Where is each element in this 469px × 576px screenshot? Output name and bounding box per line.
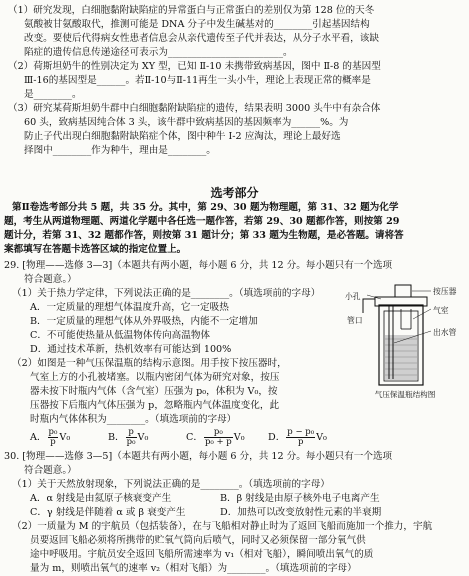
q29-formula-b: B． $\frac{p}{\text{p₀}}$ V₀ xyxy=(108,427,149,447)
instructions-line: 第Ⅱ卷选考部分共 5 题，共 35 分。其中，第 29、30 题为物理题，第 31、32 题为化学 xyxy=(12,202,399,213)
text-line: （3）研究某荷斯坦奶牛群中白细胞黏附缺陷症的遗传，结果表明 3000 头牛中有杂合体 xyxy=(8,103,381,114)
q30-option-d: D．加热可以改变放射性元素的半衰期 xyxy=(220,507,382,518)
q30-option-b: B．β 射线是由原子核外电子电离产生 xyxy=(220,493,380,504)
q29-option-b: B．一定质量的理想气体从外界吸热，内能不一定增加 xyxy=(30,316,258,327)
text-line: （2）荷斯坦奶牛的性别决定为 XY 型，已知 Ⅱ-10 未携带致病基因，图中 Ⅱ-8 的基因型 xyxy=(8,61,381,72)
q30-sub2: 途中呼吸用。宇航员安全返回飞船所需速率为 v₁（相对飞船），瞬间喷出氧气的质 xyxy=(30,549,374,560)
q30-sub2: 员要返回飞船必须将所携带的贮氧气筒向后喷气，同时又必须保留一部分氧气供 xyxy=(30,535,366,546)
q30-sub2: （2）一质量为 M 的宇航员（包括装备），在与飞船相对静止时为了返回飞船而施加一个推力，宇航 xyxy=(12,521,433,532)
q29-formula-c: C． $\frac{\text{p₀}}{\text{p₀ + p}}$ V₀ xyxy=(186,427,245,447)
q30-sub2: 量为 m，则喷出氧气的速率 v₂（相对飞船）为________。（填选项前的字母） xyxy=(30,563,357,574)
q29-option-d: D．通过技术革新，热机效率有可能达到 100% xyxy=(30,344,232,355)
q29-sub2: 时瓶内气体体积为________。（填选项前的字母） xyxy=(30,414,237,425)
text-line: 择图中________作为种牛，理由是________。 xyxy=(24,145,216,156)
question-29-header-2: 符合题意。） xyxy=(24,274,77,285)
instructions-line: 题，考生从两道物理题、两道化学题中各任选一题作答，若第 29、30 题都作答，则按第 29 xyxy=(4,216,400,227)
q29-sub2: 气室上方的小孔被堵塞。以瓶内密闭气体为研究对象，按压 xyxy=(30,372,280,383)
label-press: 按压器 xyxy=(433,287,457,296)
text-line: Ⅲ-16的基因型是______。若Ⅱ-10与Ⅱ-11再生一头小牛，理论上表现正常的概率是 xyxy=(24,75,371,86)
q29-formula-d: D． $\frac{\text{p − p₀}}{p}$ V₀ xyxy=(268,427,327,447)
label-outlet: 出水管 xyxy=(433,328,457,337)
text-line: （1）研究发现，白细胞黏附缺陷症的异常蛋白与正常蛋白的差别仅为第 128 位的天冬 xyxy=(8,5,375,16)
label-hole: 小孔 xyxy=(345,292,361,301)
q29-sub1: （1）关于热力学定律，下列说法正确的是________。（填选项前的字母） xyxy=(12,288,321,299)
label-chamber: 气室 xyxy=(433,306,449,315)
instructions-line: 题计分，若第 31、32 题都作答，则按第 31 题计分；第 33 题为生物题，是必答题。请将答 xyxy=(4,230,404,241)
question-29-header: 29. [物理——选修 3—3]（本题共有两小题，每小题 6 分，共 12 分。每小题只有一个选项 xyxy=(4,260,393,271)
q30-sub1: （1）关于天然放射现象，下列说法正确的是________。（填选项前的字母） xyxy=(12,479,330,490)
q30-option-a: A．α 射线是由氦原子核衰变产生 xyxy=(30,493,172,504)
q29-option-c: C．不可能使热量从低温物体传向高温物体 xyxy=(30,330,211,341)
text-line: 60 头，致病基因纯合体 3 头，该牛群中致病基因的基因频率为______%。为 xyxy=(24,117,349,128)
label-cap: 管口 xyxy=(347,316,363,325)
q29-option-a: A．一定质量的理想气体温度升高，它一定吸热 xyxy=(30,302,229,313)
text-line: 氨酸被甘氨酸取代，推测可能是 DNA 分子中发生碱基对的________引起基因结构 xyxy=(24,19,370,30)
question-30-header-2: 符合题意。） xyxy=(24,465,77,476)
text-line: 陷症的遗传信息传递途径可表示为________________________。 xyxy=(24,47,293,58)
q29-sub2: 器未按下时瓶内气体（含气室）压强为 p₀，体积为 V₀，按 xyxy=(30,386,278,397)
q30-option-c: C．γ 射线是伴随着 α 或 β 衰变产生 xyxy=(30,507,186,518)
section-title: 选考部分 xyxy=(210,186,259,200)
q29-formula-a: A． $\frac{\text{p₀}}{p}$ V₀ xyxy=(30,427,71,447)
figure-caption: 气压保温瓶结构图 xyxy=(374,390,436,399)
question-30-header: 30. [物理——选修 3—5]（本题共有两小题，每小题 6 分，共 12 分。每小题只有一个选项 xyxy=(4,451,393,462)
text-line: 防止子代出现白细胞黏附缺陷症个体，图中种牛 Ⅰ-2 应淘汰，理论上最好选 xyxy=(24,131,341,142)
text-line: 改变。要使后代得病女性患者信息会从亲代遗传至子代并表达，从分子水平看，该缺 xyxy=(24,33,379,44)
text-line: 是________。 xyxy=(24,89,82,100)
q29-sub2: （2）如图是一种气压保温瓶的结构示意图。用手按下按压器时， xyxy=(12,358,287,369)
q29-sub2: 压器按下后瓶内气体压强为 p，忽略瓶内气体温度变化，此 xyxy=(30,400,280,411)
instructions-line: 案都填写在答题卡选答区域的指定位置上。 xyxy=(4,244,187,255)
thermos-diagram xyxy=(345,283,465,399)
